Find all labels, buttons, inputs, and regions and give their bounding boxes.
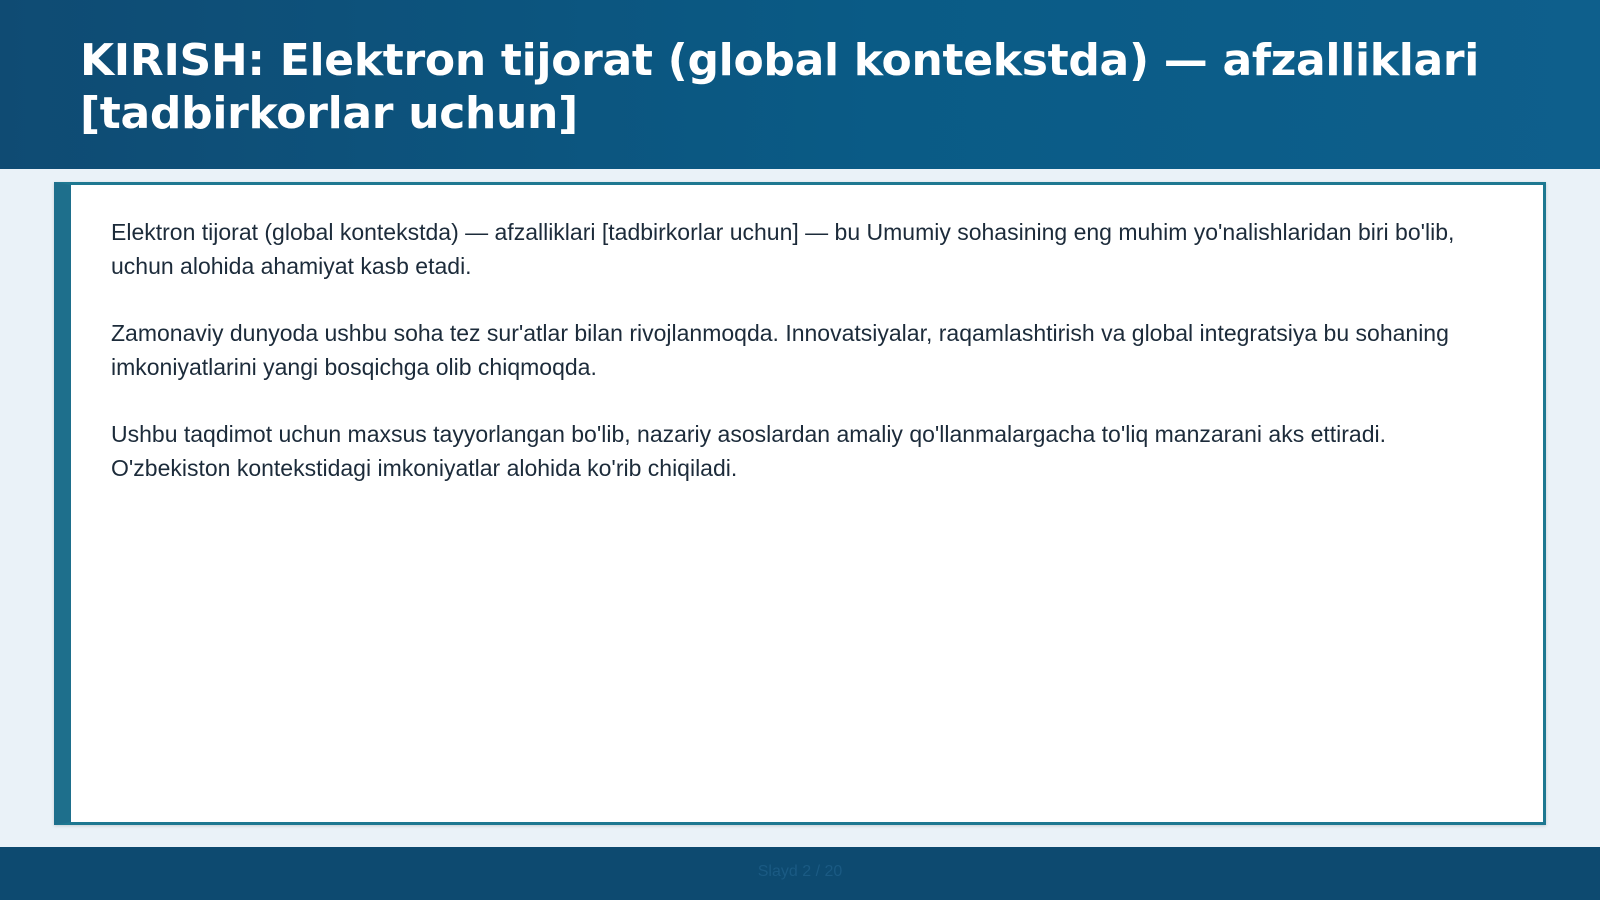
slide-footer	[0, 847, 1600, 900]
content-body	[111, 215, 1503, 518]
paragraph-intro: Elektron tijorat (global kontekstda) — afzalliklari [tadbirkorlar uchun] — bu Umumiy sohasining eng muhim yo'nalishlaridan biri bo'lib, uchun alohida ahamiyat kasb etadi.	[111, 219, 1455, 279]
paragraph-modern-world: Zamonaviy dunyoda ushbu soha tez sur'atlar bilan rivojlanmoqda. Innovatsiyalar, raqamlashtirish va global integratsiya bu sohaning imkoniyatlarini yangi bosqichga olib chiqmoqda.	[111, 320, 1449, 380]
paragraph-presentation: Ushbu taqdimot uchun maxsus tayyorlangan bo'lib, nazariy asoslardan amaliy qo'llanmalargacha to'liq manzarani aks ettiradi. O'zbekiston kontekstidagi imkoniyatlar alohida ko'rib chiqiladi.	[111, 421, 1387, 481]
slide-number: Slayd 2 / 20	[757, 863, 843, 880]
slide-title: KIRISH: Elektron tijorat (global kontekstda) — afzalliklari [tadbirkorlar uchun]	[80, 35, 1480, 139]
content-box	[54, 182, 1546, 825]
slide-header	[0, 0, 1600, 169]
